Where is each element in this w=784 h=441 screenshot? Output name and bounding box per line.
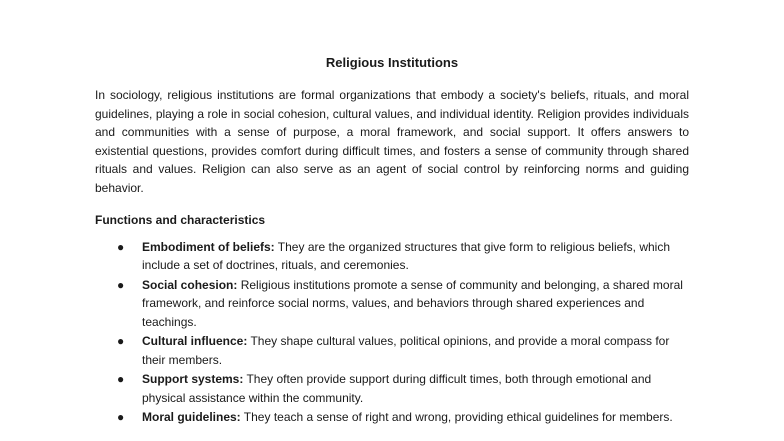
item-text: Religious institutions promote a sense of community and belonging, a shared moral framework, and reinforce social norms, values, and behaviors through shared experiences and teachings. [142,277,683,329]
list-item [95,408,689,427]
bullet-icon: ● [117,277,125,292]
bullet-icon: ● [117,334,125,349]
item-term: Embodiment of beliefs: [142,239,275,254]
bullet-icon: ● [117,372,125,387]
item-term: Social cohesion: [142,277,238,292]
section-heading: Functions and characteristics [95,212,266,227]
functions-list [95,238,689,427]
item-term: Support systems: [142,372,244,387]
document-title: Religious Institutions [325,55,459,70]
document-page [95,54,689,428]
item-term: Moral guidelines: [142,410,241,425]
item-text: They shape cultural values, political opinions, and provide a moral compass for their members. [142,334,670,367]
list-item [95,238,689,275]
bullet-icon: ● [117,410,125,425]
bullet-icon: ● [117,239,125,254]
item-term: Cultural influence: [142,334,248,349]
item-text: They are the organized structures that give form to religious beliefs, which include a set of doctrines, rituals, and ceremonies. [142,239,670,273]
item-text: They teach a sense of right and wrong, providing ethical guidelines for members. [240,410,673,425]
intro-paragraph: In sociology, religious institutions are formal organizations that embody a society's beliefs, rituals, and moral guidelines, playing a role in social cohesion, cultural values, and individual identity. Religion provides individuals and communities with a sense of purpose, a moral framework, and social support. It offers answers to existential questions, provides comfort during difficult times, and fosters a sense of community through shared rituals and values. Religion can also serve as an agent of social control by reinforcing norms and guiding behavior. [95,88,689,195]
list-item [95,276,689,332]
item-text: They often provide support during difficult times, both through emotional and physical assistance within the community. [142,372,652,405]
list-item [95,332,689,369]
list-item [95,370,689,407]
